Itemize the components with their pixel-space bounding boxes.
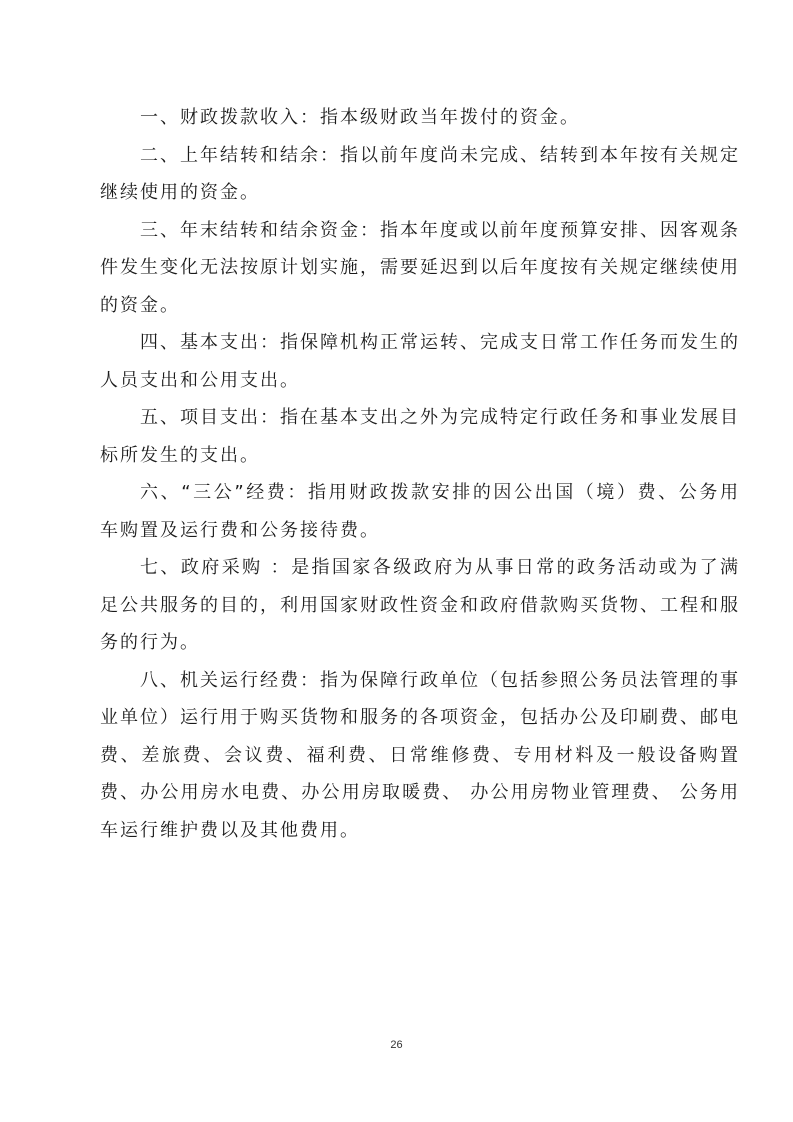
definition-prior-year-carryover: 二、上年结转和结余：指以前年度尚未完成、结转到本年按有关规定继续使用的资金。 bbox=[100, 144, 740, 203]
definition-three-public-expenses: 六、“三公”经费：指用财政拨款安排的因公出国（境）费、公务用车购置及运行费和公务接待费。 bbox=[100, 482, 740, 541]
definition-government-procurement: 七、政府采购 ：是指国家各级政府为从事日常的政务活动或为了满足公共服务的目的，利用国家财政性资金和政府借款购买货物、工程和服务的行为。 bbox=[100, 557, 740, 653]
definition-fiscal-appropriation-income: 一、财政拨款收入：指本级财政当年拨付的资金。 bbox=[140, 107, 580, 128]
document-body bbox=[100, 99, 740, 849]
definition-agency-operating-expenses: 八、机关运行经费：指为保障行政单位（包括参照公务员法管理的事业单位）运行用于购买货物和服务的各项资金，包括办公及印刷费、邮电费、差旅费、会议费、福利费、日常维修费、专用材料及一般设备购置费、办公用房水电费、办公用房取暖费、 办公用房物业管理费、 公务用车运行维护费以及其他费用。 bbox=[100, 669, 740, 841]
definition-year-end-carryover: 三、年末结转和结余资金：指本年度或以前年度预算安排、因客观条件发生变化无法按原计划实施，需要延迟到以后年度按有关规定继续使用的资金。 bbox=[100, 219, 740, 316]
definition-basic-expenditure: 四、基本支出：指保障机构正常运转、完成支日常工作任务而发生的人员支出和公用支出。 bbox=[100, 332, 740, 391]
page-number: 26 bbox=[390, 1039, 403, 1051]
definition-project-expenditure: 五、项目支出：指在基本支出之外为完成特定行政任务和事业发展目标所发生的支出。 bbox=[100, 407, 740, 466]
